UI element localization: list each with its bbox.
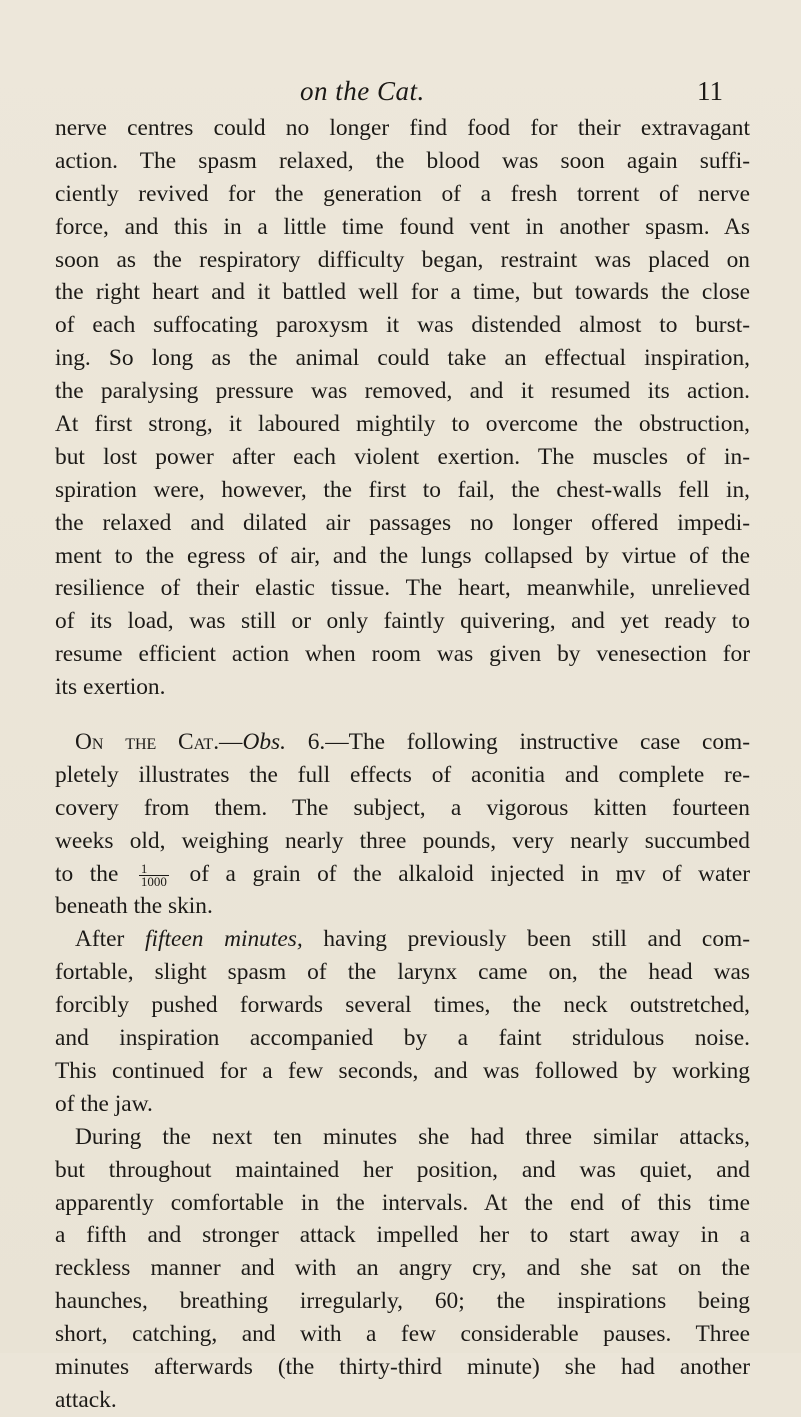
text-line: ment to the egress of air, and the lungs collapsed by virtue of the bbox=[55, 542, 750, 569]
text-line: short, catching, and with a few considerable pauses. Three bbox=[55, 1321, 750, 1348]
text-line: At first strong, it laboured mightily to overcome the obstruction, bbox=[55, 411, 750, 438]
body-text bbox=[55, 112, 750, 1417]
text-line: force, and this in a little time found vent in another spasm. As bbox=[55, 213, 750, 240]
text-line: action. The spasm relaxed, the blood was soon again suffi- bbox=[55, 147, 750, 174]
obs-label: Obs. bbox=[242, 729, 286, 756]
line-text: of a grain of the alkaloid injected in m̱v of water bbox=[189, 860, 751, 887]
text-line: fortable, slight spasm of the larynx came on, the head was bbox=[55, 959, 750, 986]
text-line: During the next ten minutes she had three similar attacks, bbox=[75, 1123, 750, 1150]
heading-dash: — bbox=[219, 729, 243, 756]
text-line: weeks old, weighing nearly three pounds, very nearly succumbed bbox=[55, 827, 750, 854]
page-number: 11 bbox=[697, 76, 723, 106]
section-heading: On the Cat. bbox=[75, 729, 220, 756]
line-text: to the bbox=[55, 860, 119, 887]
line-text: having previously been still and com- bbox=[323, 926, 750, 953]
text-line: but lost power after each violent exertion. The muscles of in- bbox=[55, 443, 750, 470]
text-line: beneath the skin. bbox=[55, 893, 213, 920]
text-line: haunches, breathing irregularly, 60; the inspirations being bbox=[55, 1288, 750, 1315]
line-text: After bbox=[75, 926, 125, 953]
text-line bbox=[55, 923, 750, 956]
italic-phrase: fifteen minutes, bbox=[145, 926, 303, 953]
text-line: apparently comfortable in the intervals. At the end of this time bbox=[55, 1189, 750, 1216]
text-line: of each suffocating paroxysm it was distended almost to burst- bbox=[55, 312, 750, 339]
text-line: reckless manner and with an angry cry, and she sat on the bbox=[55, 1255, 750, 1282]
text-line: This continued for a few seconds, and was followed by working bbox=[55, 1057, 750, 1084]
line-text: 6.—The following instructive case com- bbox=[285, 729, 751, 756]
text-line: ciently revived for the generation of a fresh torrent of nerve bbox=[55, 180, 750, 207]
text-line: the right heart and it battled well for a time, but towards the close bbox=[55, 279, 750, 306]
text-line: of its load, was still or only faintly quivering, and yet ready to bbox=[55, 608, 750, 635]
text-line: of the jaw. bbox=[55, 1090, 153, 1117]
page-header bbox=[0, 76, 801, 112]
text-line: the paralysing pressure was removed, and it resumed its action. bbox=[55, 378, 750, 405]
text-line: attack. bbox=[55, 1386, 117, 1413]
paragraph-gap bbox=[55, 704, 750, 726]
text-line bbox=[55, 858, 750, 891]
text-line: covery from them. The subject, a vigorous kitten fourteen bbox=[55, 794, 750, 821]
text-line: and inspiration accompanied by a faint stridulous noise. bbox=[55, 1025, 750, 1052]
dose-fraction bbox=[139, 860, 169, 889]
text-line: its exertion. bbox=[55, 674, 166, 701]
text-line: minutes afterwards (the thirty-third minute) she had another bbox=[55, 1353, 750, 1380]
text-line bbox=[55, 726, 750, 759]
text-line: but throughout maintained her position, and was quiet, and bbox=[55, 1156, 750, 1183]
running-title: on the Cat. bbox=[300, 76, 425, 106]
fraction-numerator: 1 bbox=[139, 863, 169, 876]
text-line: pletely illustrates the full effects of aconitia and complete re- bbox=[55, 761, 750, 788]
fraction-denominator: 1000 bbox=[140, 873, 167, 889]
text-line: ing. So long as the animal could take an effectual inspiration, bbox=[55, 345, 750, 372]
text-line: resume efficient action when room was given by venesection for bbox=[55, 641, 750, 668]
text-line: soon as the respiratory difficulty began, restraint was placed on bbox=[55, 246, 750, 273]
text-line: spiration were, however, the first to fail, the chest-walls fell in, bbox=[55, 476, 750, 503]
text-line: forcibly pushed forwards several times, the neck outstretched, bbox=[55, 992, 750, 1019]
text-line: nerve centres could no longer find food for their extravagant bbox=[55, 115, 750, 141]
text-line: resilience of their elastic tissue. The heart, meanwhile, unrelieved bbox=[55, 575, 750, 602]
text-line: a fifth and stronger attack impelled her to start away in a bbox=[55, 1222, 750, 1249]
text-line: the relaxed and dilated air passages no longer offered impedi- bbox=[55, 509, 750, 536]
